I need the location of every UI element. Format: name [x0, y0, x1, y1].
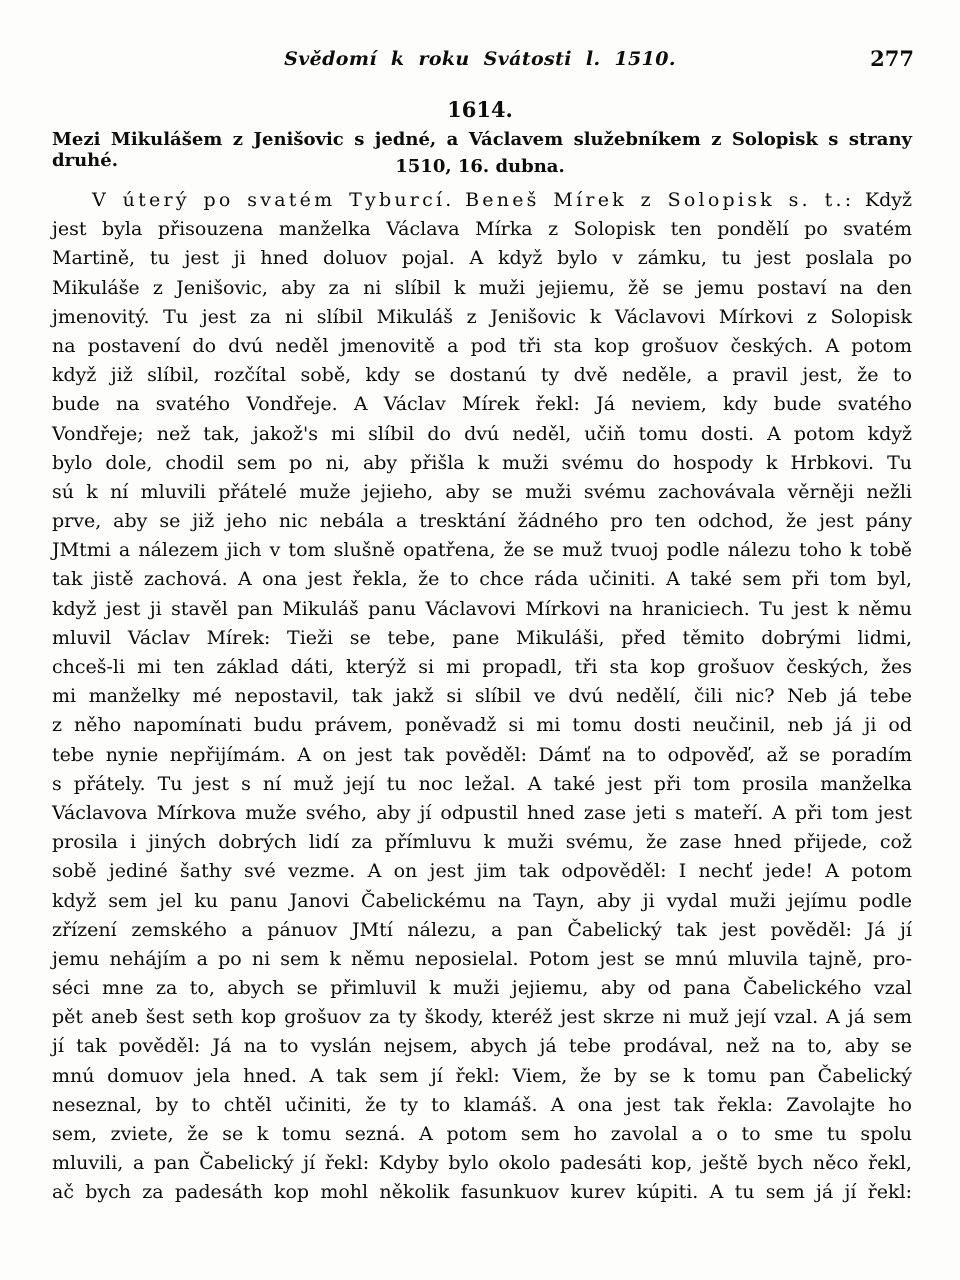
- text-line: s přátely. Tu jest s ní muž její tu noc ležal. A také jest při tom prosila manželka: [52, 772, 912, 795]
- text-line: když jest ji stavěl pan Mikuláš panu Václavovi Mírkovi na hraniciech. Tu jest k němu: [52, 597, 912, 620]
- text-line: mluvil Václav Mírek: Tieži se tebe, pane Mikuláši, před těmito dobrými lidmi,: [52, 626, 912, 649]
- text-line: jmenovitý. Tu jest za ni slíbil Mikuláš z Jenišovic k Václavovi Mírkovi z Solopisk: [52, 305, 912, 328]
- opening-phrase-rest: Když: [864, 189, 912, 211]
- text-line: jí tak pověděl: Já na to vyslán nejsem, abych já tebe prodával, než na to, aby se: [52, 1035, 912, 1058]
- text-line: z něho napomínati budu právem, poněvadž si mi tomu dosti neučinil, neb já ji od: [52, 714, 912, 737]
- text-line: když již slíbil, rozčítal sobě, kdy se dostanú ty dvě neděle, a pravil jest, že to: [52, 364, 912, 387]
- text-line: jemu nehájím a po ni sem k němu neposielal. Potom jest se mnú mluvila tajně, pro-: [52, 947, 912, 970]
- running-title: Svědomí k roku Svátosti l. 1510.: [284, 48, 676, 70]
- text-line: JMtmi a nálezem jich v tom slušně opatřena, že se muž tvuoj podle nálezu toho k tobě: [52, 539, 912, 562]
- text-line: chceš-li mi ten základ dáti, kterýž si mi propadl, tři sta kop grošuov českých, žes: [52, 656, 912, 678]
- text-line: tak jistě zachová. A ona jest řekla, že to chce ráda učiniti. A také sem při tom byl,: [52, 568, 912, 591]
- text-line: mluvili, a pan Čabelický jí řekl: Kdyby bylo okolo padesáti kop, ještě bych něco řekl,: [52, 1152, 912, 1175]
- text-line: ač bych za padesáth kop mohl několik fasunkuov kurev kúpiti. A tu sem já jí řekl:: [52, 1181, 912, 1204]
- text-line: neseznal, by to chtěl učiniti, že ty to klamáš. A ona jest tak řekla: Zavolajte ho: [52, 1093, 912, 1116]
- page-number: 277: [870, 46, 914, 71]
- text-line: prosila i jiných dobrých lidí za přímluvu k muži svému, že zase hned přijede, což: [52, 831, 912, 854]
- text-line: zřízení zemského a pánuov JMtí nálezu, a pan Čabelický tak jest pověděl: Já jí: [52, 918, 912, 941]
- text-line: bylo dole, chodil sem po ni, aby přišla k muži svému do hospody k Hrbkovi. Tu: [52, 451, 912, 474]
- text-line: sú k ní mluvili přátelé muže jejieho, aby se muži svému zachovávala věrněji nežli: [52, 480, 912, 503]
- opening-phrase-witness: Beneš Mírek z Solopisk s. t.:: [465, 189, 855, 211]
- text-line: séci mne za to, abych se přimluvil k muži jejiemu, aby od pana Čabelického vzal: [52, 977, 912, 1000]
- text-line: Václavova Mírkova muže svého, aby jí odpustil hned zase jeti s mateří. A při tom jest: [52, 801, 912, 824]
- text-line: mi manželky mé nepostavil, tak jakž si slíbil ve dvú nedělí, čili nic? Neb já tebe: [52, 685, 912, 708]
- text-line: Mikuláše z Jenišovic, aby za ni slíbil k muži jejiemu, žě se jemu postaví na den: [52, 276, 912, 299]
- text-line: prve, aby se již jeho nic nebála a tresktání žádného pro ten odchod, že jest pány: [52, 510, 912, 533]
- text-line: bude na svatého Vondřeje. A Václav Mírek řekl: Já neviem, kdy bude svatého: [52, 393, 912, 416]
- text-line: pět aneb šest seth kop grošuov za ty škody, kteréž jest skrze ni muž její vzal. A já sem: [52, 1006, 912, 1029]
- text-lines: [52, 215, 912, 1207]
- text-line: když sem jel ku panu Janovi Čabelickému na Tayn, aby ji vydal muži jejímu podle: [52, 889, 912, 912]
- entry-date-heading: 1510, 16. dubna.: [395, 156, 565, 177]
- testimony-text: [52, 186, 912, 1208]
- entry-number-heading: 1614.: [447, 97, 513, 122]
- text-line: jest byla přisouzena manželka Václava Mírka z Solopisk ten pondělí po svatém: [52, 218, 912, 241]
- text-line: Vondřeje; než tak, jakož's mi slíbil do dvú neděl, učiň tomu dosti. A potom když: [52, 422, 912, 445]
- text-line: na postavení do dvú neděl jmenovitě a pod tři sta kop grošuov českých. A potom: [52, 334, 912, 357]
- text-line: tebe nynie nepřijímám. A on jest tak pověděl: Dámť na to odpověď, až se poradím: [52, 743, 912, 766]
- entry-parties-heading: Mezi Mikulášem z Jenišovic s jedné, a Václavem služebníkem z Solopisk s strany druhé.: [52, 129, 912, 171]
- opening-phrase-date: V úterý po svatém Tyburcí.: [92, 189, 455, 211]
- text-line: sobě jediné šathy své vezme. A on jest jim tak odpověděl: I nechť jede! A potom: [52, 860, 912, 883]
- text-line: mnú domuov jela hned. A tak sem jí řekl: Viem, že by se k tomu pan Čabelický: [52, 1064, 912, 1087]
- text-line-opening: [52, 186, 912, 215]
- text-line: Martině, tu jest ji hned doluov pojal. A když bylo v zámku, tu jest poslala po: [52, 247, 912, 270]
- text-line: sem, zviete, že se k tomu sezná. A potom sem ho zavolal a o to sme tu spolu: [52, 1123, 912, 1145]
